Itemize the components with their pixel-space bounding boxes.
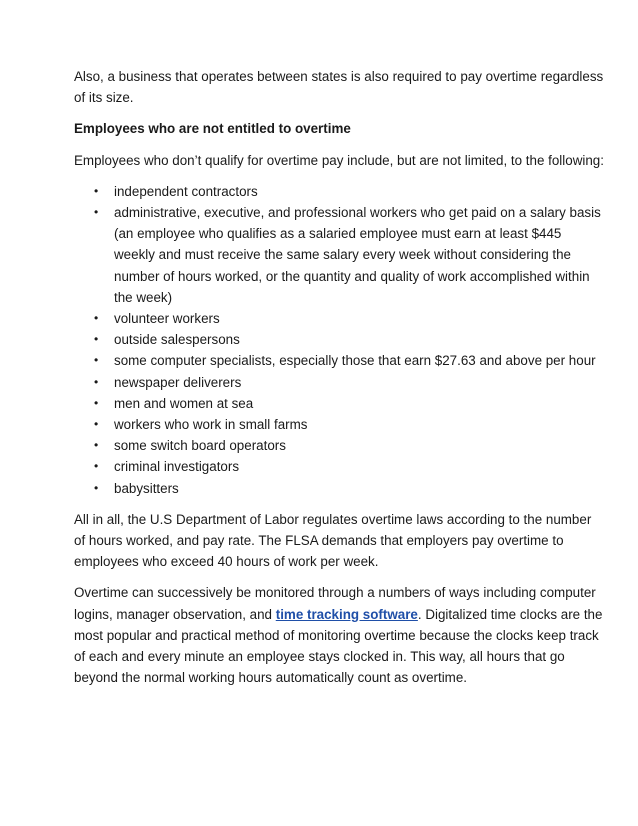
intro-paragraph: Also, a business that operates between states is also required to pay overtime regardless of its size. (74, 69, 604, 106)
list-intro-paragraph: Employees who don’t qualify for overtime pay include, but are not limited, to the following: (74, 152, 604, 168)
list-item-text: criminal investigators (114, 459, 240, 475)
document-page (74, 66, 604, 698)
bullet-icon: • (94, 417, 99, 432)
list-item (74, 456, 604, 477)
list-item-text: workers who work in small farms (114, 417, 308, 433)
list-item (74, 202, 604, 308)
list-item-text: administrative, executive, and professional workers who get paid on a salary basis (an employee who qualifies as a salaried employee must earn at least $445 weekly and must receive the same salary every week without considering the number of hours worked, or the quantity and quality of work accomplished within the week) (114, 205, 601, 305)
bullet-icon: • (94, 438, 99, 453)
bullet-icon: • (94, 353, 99, 368)
list-item (74, 478, 604, 499)
list-item-text: men and women at sea (114, 395, 254, 411)
bullet-icon: • (94, 395, 99, 410)
time-tracking-software-link[interactable]: time tracking software (275, 606, 418, 622)
list-item-text: newspaper deliverers (114, 374, 242, 390)
list-item-text: volunteer workers (114, 311, 220, 327)
list-item (74, 308, 604, 329)
list-item (74, 393, 604, 414)
monitoring-text-after: . Digitalized time clocks are the most popular and practical method of monitoring overtime because the clocks keep track of each and every minute an employee stays clocked in. This way, all hours that go beyond the normal working hours automatically count as overtime. (74, 606, 603, 686)
section-heading: Employees who are not entitled to overtime (74, 121, 351, 137)
bullet-icon: • (94, 374, 99, 389)
bullet-icon: • (94, 480, 99, 495)
list-item (74, 414, 604, 435)
list-item (74, 329, 604, 350)
bullet-icon: • (94, 311, 99, 326)
monitoring-text-before: Overtime can successively be monitored through a numbers of ways including computer logins, manager observation, and (74, 585, 596, 622)
dol-paragraph: All in all, the U.S Department of Labor regulates overtime laws according to the number of hours worked, and pay rate. The FLSA demands that employers pay overtime to employees who exceed 40 hours of work per week. (74, 511, 592, 570)
list-item (74, 181, 604, 202)
monitoring-paragraph (74, 582, 604, 688)
bullet-icon: • (94, 183, 99, 198)
list-item (74, 435, 604, 456)
list-item-text: some computer specialists, especially those that earn $27.63 and above per hour (114, 353, 596, 369)
list-item-text: some switch board operators (114, 438, 286, 454)
list-item-text: babysitters (114, 480, 179, 496)
list-item (74, 372, 604, 393)
list-item-text: outside salespersons (114, 332, 240, 348)
exempt-employees-list (74, 181, 604, 499)
list-item-text: independent contractors (114, 183, 258, 199)
bullet-icon: • (94, 205, 99, 220)
bullet-icon: • (94, 459, 99, 474)
bullet-icon: • (94, 332, 99, 347)
list-item (74, 350, 604, 371)
